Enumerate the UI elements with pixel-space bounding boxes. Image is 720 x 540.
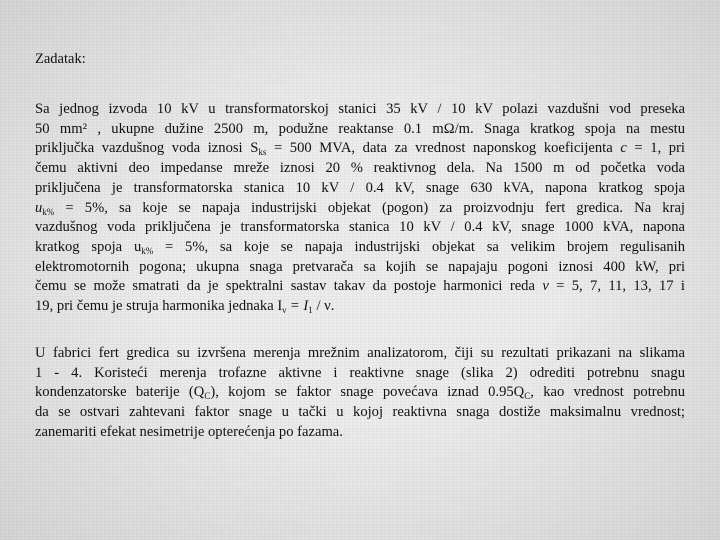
paragraph-line: elektromotornih pogona; ukupna snaga pretvarača sa kojih se napajaju pogoni iznosi 400 kW, pri [35, 258, 685, 275]
paragraph-line: 19, pri čemu je struja harmonika jednaka $I_\nu = I_1 / \nu$. [35, 298, 335, 316]
paragraph-line: Sa jednog izvoda 10 kV u transformatorskoj stanici 35 kV / 10 kV polazi vazdušni vod preseka [35, 101, 685, 117]
paragraph-line: kratkog spoja $u_{k\%} = 5\%$, sa koje se napaja industrijski objekat sa velikim brojem regulisanih [35, 238, 685, 256]
paragraph-line: čemu aktivni deo impedanse mreže iznosi 20 % reaktivnog dela. Na 1500 m od početka voda [35, 160, 685, 177]
paragraph-line: U fabrici fert gredica su izvršena merenja mrežnim analizatorom, čiji su rezultati prikazani na slikama [35, 345, 685, 361]
paragraph-line: da se ostvari zahtevani faktor snage u tački u kojoj reaktivna snaga dostiže maksimalnu vrednost; [35, 404, 685, 421]
paragraph-line: 50 mm² , ukupne dužine 2500 m, podužne reaktanse 0.1 mΩ/m. Snaga kratkog spoja na mestu [35, 120, 685, 137]
task-label: Zadatak: [35, 51, 86, 67]
paragraph-line: kondenzatorske baterije $(Q_C)$, kojom se faktor snage povećava iznad $0.95Q_C$, kao vrednost potrebnu [35, 384, 685, 402]
paragraph-line: zanemariti efekat nesimetrije opterećenja po fazama. [35, 423, 343, 440]
paragraph-line: čemu se može smatrati da je spektralni sastav takav da postoje harmonici reda ν = 5, 7, 11, 13, 17 i [35, 278, 685, 295]
paragraph-line: $u_{k\%} = 5\%$, sa koje se napaja industrijski objekat (pogon) za proizvodnju fert gredica. Na kraj [35, 199, 685, 217]
paragraph-line: 1 - 4. Koristeći merenja trofazne aktivne i reaktivne snage (slika 2) odrediti potrebnu snagu [35, 364, 685, 381]
slide [35, 0, 685, 540]
problem-paragraph [35, 100, 685, 317]
paragraph-line: priključena je transformatorska stanica 10 kV / 0.4 kV, snage 630 kVA, napona kratkog spoja [35, 179, 685, 196]
measurement-paragraph [35, 344, 685, 443]
paragraph-line: priključka vazdušnog voda iznosi $S_{ks} = 500$ MVA, data za vrednost naponskog koeficijenta c = 1, pri [35, 140, 685, 158]
paragraph-line: vazdušnog voda priključena je transformatorska stanica 10 kV / 0.4 kV, snage 1000 kVA, napona [35, 219, 685, 236]
